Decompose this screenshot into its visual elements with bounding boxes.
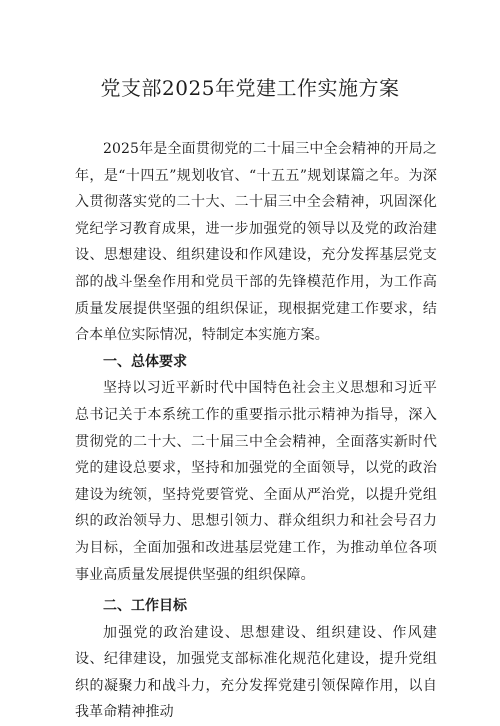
section-body-general-requirements: 坚持以习近平新时代中国特色社会主义思想和习近平总书记关于本系统工作的重要指示批示精神为指导，深入贯彻党的二十大、二十届三中全会精神，全面落实新时代党的建设总要求，坚持和加强党的全面领导，以党的政治建设为统领，坚持党要管党、全面从严治党，以提升党组织的政治领导力、思想引领力、群众组织力和社会号召力为目标，全面加强和改进基层党建工作，为推动单位各项事业高质量发展提供坚强的组织保障。 — [75, 380, 437, 583]
section-heading-work-goals: 二、工作目标 — [103, 598, 187, 615]
document-body — [75, 136, 437, 726]
section-heading-general-requirements: 一、总体要求 — [103, 353, 187, 370]
intro-paragraph: 2025年是全面贯彻党的二十届三中全会精神的开局之年，是“十四五”规划收官、“十五五”规划谋篇之年。为深入贯彻落实党的二十大、二十届三中全会精神，巩固深化党纪学习教育成果，进一步加强党的领导以及党的政治建设、思想建设、组织建设和作风建设，充分发挥基层党支部的战斗堡垒作用和党员干部的先锋模范作用，为工作高质量发展提供坚强的组织保证，现根据党建工作要求，结合本单位实际情况，特制定本实施方案。 — [75, 141, 437, 344]
document-title: 党支部2025年党建工作实施方案 — [100, 76, 400, 100]
section-body-work-goals: 加强党的政治建设、思想建设、组织建设、作风建设、纪律建设，加强党支部标准化规范化建设，提升党组织的凝聚力和战斗力，充分发挥党建引领保障作用，以自我革命精神推动 — [75, 624, 437, 721]
